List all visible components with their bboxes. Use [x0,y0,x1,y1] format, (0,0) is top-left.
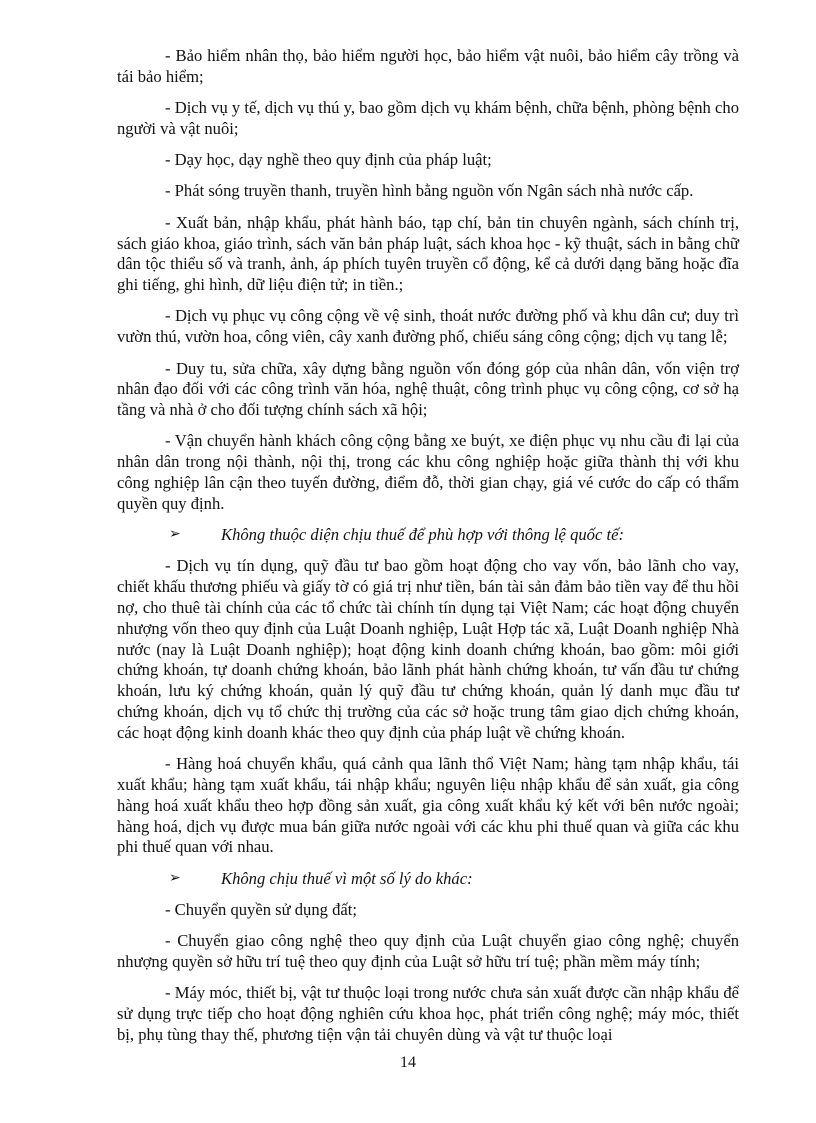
paragraph-goods-transit: - Hàng hoá chuyển khẩu, quá cảnh qua lãnh thổ Việt Nam; hàng tạm nhập khẩu, tái xuất khẩu; hàng tạm xuất khẩu, tái nhập khẩu; nguyên liệu nhập khẩu để sản xuất, gia công hàng hoá xuất khẩu theo hợp đồng sản xuất, gia công xuất khẩu ký kết với bên nước ngoài; hàng hoá, dịch vụ được mua bán giữa nước ngoài với các khu phi thuế quan và giữa các khu phi thuế quan với nhau. [117,754,739,857]
section-heading-text: Không chịu thuế vì một số lý do khác: [221,868,473,888]
document-page [117,46,739,1056]
paragraph-credit: - Dịch vụ tín dụng, quỹ đầu tư bao gồm hoạt động cho vay vốn, bảo lãnh cho vay, chiết khấu thương phiếu và giấy tờ có giá trị như tiền, bán tài sản đảm bảo tiền vay để thu hồi nợ, cho thuê tài chính của các tổ chức tài chính tín dụng tại Việt Nam; các hoạt động chuyển nhượng vốn theo quy định của Luật Doanh nghiệp, Luật Hợp tác xã, Luật Doanh nghiệp Nhà nước (nay là Luật Doanh nghiệp); hoạt động kinh doanh chứng khoán, bao gồm: môi giới chứng khoán, tự doanh chứng khoán, bảo lãnh phát hành chứng khoán, tư vấn đầu tư chứng khoán, lưu ký chứng khoán, quản lý quỹ đầu tư chứng khoán, quản lý danh mục đầu tư chứng khoán, dịch vụ tổ chức thị trường của các sở hoặc trung tâm giao dịch chứng khoán, các hoạt động kinh doanh khác theo quy định của pháp luật về chứng khoán. [117,556,739,742]
section-heading-other-reasons [117,869,739,890]
paragraph-public-service: - Dịch vụ phục vụ công cộng về vệ sinh, thoát nước đường phố và khu dân cư; duy trì vườn thú, vườn hoa, công viên, cây xanh đường phố, chiếu sáng công cộng; dịch vụ tang lễ; [117,306,739,347]
paragraph-insurance: - Bảo hiểm nhân thọ, bảo hiểm người học, bảo hiểm vật nuôi, bảo hiểm cây trồng và tái bảo hiểm; [117,46,739,86]
page-number: 14 [400,1054,416,1071]
arrow-bullet-icon: ➢ [169,870,181,886]
section-heading-international [117,525,739,546]
paragraph-medical: - Dịch vụ y tế, dịch vụ thú y, bao gồm dịch vụ khám bệnh, chữa bệnh, phòng bệnh cho người và vật nuôi; [117,98,739,138]
paragraph-maintenance: - Duy tu, sửa chữa, xây dựng bằng nguồn vốn đóng góp của nhân dân, vốn viện trợ nhân đạo đối với các công trình văn hóa, nghệ thuật, công trình phục vụ công cộng, cơ sở hạ tầng và nhà ở cho đối tượng chính sách xã hội; [117,358,739,420]
paragraph-transport: - Vận chuyển hành khách công cộng bằng xe buýt, xe điện phục vụ nhu cầu đi lại của nhân dân trong nội thành, nội thị, trong các khu công nghiệp hoặc giữa thành thị với khu công nghiệp lân cận theo tuyến đường, điểm đỗ, thời gian chạy, giá vé cước do cấp có thẩm quyền quy định. [117,431,739,513]
paragraph-technology-transfer: - Chuyển giao công nghệ theo quy định của Luật chuyển giao công nghệ; chuyển nhượng quyền sở hữu trí tuệ theo quy định của Luật sở hữu trí tuệ; phần mềm máy tính; [117,931,739,971]
paragraph-land-use: - Chuyển quyền sử dụng đất; [165,899,357,919]
arrow-bullet-icon: ➢ [169,527,181,543]
paragraph-publishing: - Xuất bản, nhập khẩu, phát hành báo, tạp chí, bản tin chuyên ngành, sách chính trị, sách giáo khoa, giáo trình, sách văn bản pháp luật, sách khoa học - kỹ thuật, sách in bằng chữ dân tộc thiểu số và tranh, ảnh, áp phích tuyên truyền cổ động, kể cả dưới dạng băng hoặc đĩa ghi tiếng, ghi hình, dữ liệu điện tử; in tiền.; [117,212,739,295]
section-heading-text: Không thuộc diện chịu thuế để phù hợp với thông lệ quốc tế: [221,525,624,545]
paragraph-broadcast: - Phát sóng truyền thanh, truyền hình bằng nguồn vốn Ngân sách nhà nước cấp. [165,181,694,201]
paragraph-teaching: - Dạy học, dạy nghề theo quy định của pháp luật; [165,150,492,170]
paragraph-machinery: - Máy móc, thiết bị, vật tư thuộc loại trong nước chưa sản xuất được cần nhập khẩu để sử dụng trực tiếp cho hoạt động nghiên cứu khoa học, phát triển công nghệ; máy móc, thiết bị, phụ tùng thay thế, phương tiện vận tải chuyên dùng và vật tư thuộc loại [117,983,739,1044]
